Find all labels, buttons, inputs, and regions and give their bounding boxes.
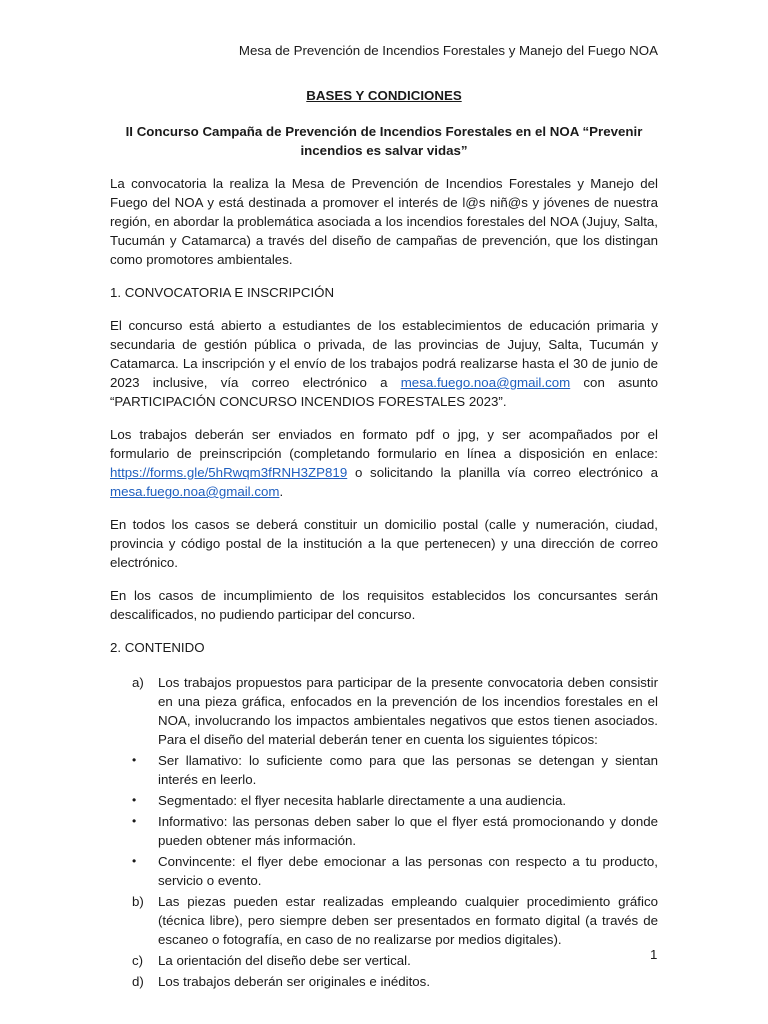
- list-item-text: Informativo: las personas deben saber lo que el flyer está promocionando y donde pueden obtener más información.: [158, 814, 658, 848]
- bullet-icon: •: [132, 814, 137, 828]
- paragraph-text: o solicitando la planilla vía correo electrónico a: [347, 465, 658, 480]
- content-list: [110, 673, 658, 991]
- section-2-title: 2. CONTENIDO: [110, 640, 205, 655]
- form-link[interactable]: https://forms.gle/5hRwqm3fRNH3ZP819: [110, 465, 348, 480]
- email-link[interactable]: mesa.fuego.noa@gmail.com: [400, 375, 571, 390]
- document-heading: BASES Y CONDICIONES: [306, 88, 462, 103]
- list-item-text: Las piezas pueden estar realizadas empleando cualquier procedimiento gráfico (técnica libre), pero siempre deben ser presentados en formato digital (a través de escaneo o fotografía, en caso de no realizarse por medios digitales).: [158, 894, 658, 947]
- paragraph-text: .: [279, 484, 284, 499]
- list-marker: a): [132, 675, 144, 690]
- list-item: [110, 812, 658, 850]
- list-item: [110, 951, 658, 970]
- section-1-paragraph-4: En los casos de incumplimiento de los requisitos establecidos los concursantes serán descalificados, no pudiendo participar del concurso.: [110, 588, 658, 622]
- document-subtitle: II Concurso Campaña de Prevención de Incendios Forestales en el NOA “Prevenir incendios es salvar vidas”: [125, 124, 643, 158]
- list-item: [110, 673, 658, 749]
- bullet-icon: •: [132, 793, 137, 807]
- list-item-text: Convincente: el flyer debe emocionar a las personas con respecto a tu producto, servicio o evento.: [158, 854, 658, 888]
- paragraph-text: El concurso está abierto a estudiantes de los establecimientos de educación primaria y secundaria de gestión pública o privada, de las provincias de Jujuy, Salta, Tucumán y Catamarca. La inscripción y el envío de los trabajos podrá realizarse hasta el 30 de junio de 2023 inclusive, vía correo electrónico a: [110, 318, 658, 390]
- section-1-paragraph-1: [110, 316, 658, 411]
- list-item: [110, 892, 658, 949]
- list-marker: d): [132, 974, 144, 989]
- page-header: Mesa de Prevención de Incendios Forestales y Manejo del Fuego NOA: [238, 43, 658, 58]
- bullet-icon: •: [132, 753, 137, 767]
- section-1-title: 1. CONVOCATORIA E INSCRIPCIÓN: [110, 285, 335, 300]
- list-marker: b): [132, 894, 144, 909]
- intro-paragraph: La convocatoria la realiza la Mesa de Prevención de Incendios Forestales y Manejo del Fuego del NOA y está destinada a promover el interés de l@s niñ@s y jóvenes de nuestra región, en abordar la problemática asociada a los incendios forestales del NOA (Jujuy, Salta, Tucumán y Catamarca) a través del diseño de campañas de prevención, que los distingan como promotores ambientales.: [110, 176, 658, 267]
- list-item-text: Los trabajos deberán ser originales e inéditos.: [158, 974, 431, 989]
- paragraph-text: con asunto “PARTICIPACIÓN CONCURSO INCENDIOS FORESTALES 2023”.: [110, 375, 658, 409]
- list-item-text: Los trabajos propuestos para participar de la presente convocatoria deben consistir en una pieza gráfica, enfocados en la prevención de los incendios forestales en el NOA, involucrando los impactos ambientales negativos que estos tienen asociados. Para el diseño del material deberán tener en cuenta los siguientes tópicos:: [158, 675, 658, 747]
- page-number: 1: [650, 947, 658, 962]
- list-item: [110, 791, 658, 810]
- list-item-text: Ser llamativo: lo suficiente como para que las personas se detengan y sientan interés en leerlo.: [158, 753, 658, 787]
- list-item: [110, 852, 658, 890]
- list-marker: c): [132, 953, 144, 968]
- bullet-icon: •: [132, 854, 137, 868]
- section-1-paragraph-3: En todos los casos se deberá constituir un domicilio postal (calle y numeración, ciudad, provincia y código postal de la institución a la que pertenecen) y una dirección de correo electrónico.: [110, 517, 658, 570]
- document-body: [110, 86, 658, 993]
- section-1-paragraph-2: [110, 425, 658, 501]
- paragraph-text: Los trabajos deberán ser enviados en formato pdf o jpg, y ser acompañados por el formulario de preinscripción (completando formulario en línea a disposición en enlace:: [110, 427, 658, 461]
- list-item: [110, 972, 658, 991]
- list-item: [110, 751, 658, 789]
- list-item-text: Segmentado: el flyer necesita hablarle directamente a una audiencia.: [158, 793, 567, 808]
- email-link[interactable]: mesa.fuego.noa@gmail.com: [110, 484, 280, 499]
- list-item-text: La orientación del diseño debe ser vertical.: [158, 953, 411, 968]
